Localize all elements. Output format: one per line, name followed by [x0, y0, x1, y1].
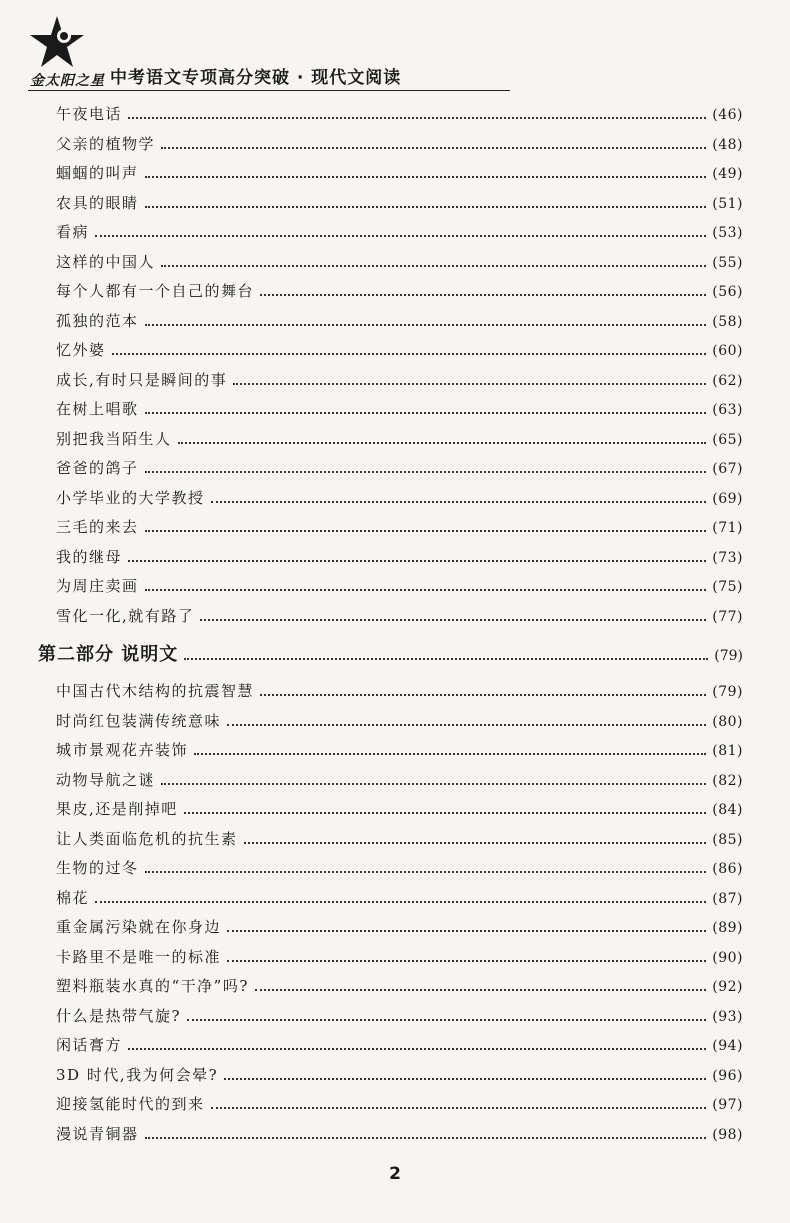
entry-title: 中国古代木结构的抗震智慧: [56, 682, 255, 700]
entry-page: (92): [712, 979, 743, 995]
entry-page: (67): [712, 461, 743, 477]
entry-title: 父亲的植物学: [56, 134, 156, 153]
dot-leader: [184, 658, 708, 660]
toc-entry[interactable]: [38, 103, 743, 133]
toc-entry[interactable]: [38, 221, 743, 251]
entry-page: (62): [712, 372, 743, 389]
toc-entry[interactable]: [38, 857, 743, 887]
entry-page: (71): [712, 520, 743, 536]
entry-title: 动物导航之谜: [56, 770, 156, 789]
toc-entry[interactable]: [38, 946, 743, 976]
page-header: [0, 0, 790, 100]
entry-page: (94): [712, 1038, 743, 1054]
toc-entry[interactable]: [38, 1123, 743, 1153]
entry-page: (81): [712, 743, 743, 759]
dot-leader: [161, 147, 706, 149]
book-title: 中考语文专项高分突破 · 现代文阅读: [110, 68, 402, 88]
entry-title: 城市景观花卉装饰: [56, 741, 189, 759]
header-divider: [28, 90, 510, 91]
dot-leader: [161, 265, 706, 267]
dot-leader: [145, 324, 707, 326]
entry-title: 生物的过冬: [56, 859, 139, 877]
toc-entry[interactable]: [38, 916, 743, 946]
entry-page: (80): [712, 713, 743, 730]
entry-title: 为周庄卖画: [56, 577, 139, 595]
star-logo-icon: [28, 14, 86, 70]
dot-leader: [184, 812, 706, 814]
entry-title: 我的继母: [56, 547, 123, 566]
dot-leader: [145, 206, 707, 208]
dot-leader: [211, 1107, 707, 1109]
dot-leader: [161, 783, 706, 785]
dot-leader: [194, 753, 706, 755]
toc-entry[interactable]: [38, 1005, 743, 1035]
entry-title: 成长,有时只是瞬间的事: [56, 370, 228, 389]
dot-leader: [145, 1137, 707, 1139]
dot-leader: [211, 501, 707, 503]
toc-entry[interactable]: [38, 280, 743, 310]
toc-entry[interactable]: [38, 487, 743, 517]
dot-leader: [233, 383, 706, 385]
dot-leader: [112, 353, 707, 355]
entry-page: (97): [712, 1097, 743, 1113]
entry-page: (79): [712, 684, 743, 700]
entry-title: 别把我当陌生人: [56, 429, 172, 448]
entry-title: 重金属污染就在你身边: [56, 918, 222, 936]
toc-entry[interactable]: [38, 1034, 743, 1064]
entry-page: (65): [712, 431, 743, 448]
entry-page: (85): [712, 831, 743, 848]
entry-page: (82): [712, 772, 743, 789]
toc-entry[interactable]: [38, 975, 743, 1005]
dot-leader: [255, 989, 706, 991]
toc-entry[interactable]: [38, 133, 743, 163]
toc-entry[interactable]: [38, 575, 743, 605]
entry-page: (75): [712, 579, 743, 595]
entry-title: 闲话膏方: [56, 1036, 123, 1054]
toc-part-2: [38, 680, 743, 1152]
dot-leader: [244, 842, 707, 844]
toc-entry[interactable]: [38, 457, 743, 487]
entry-page: (53): [712, 225, 743, 241]
page-number: 2: [389, 1164, 401, 1184]
entry-title: 在树上唱歌: [56, 400, 139, 418]
entry-page: (77): [712, 608, 743, 625]
toc-entry[interactable]: [38, 769, 743, 799]
toc-entry[interactable]: [38, 192, 743, 222]
dot-leader: [128, 560, 706, 562]
toc-entry[interactable]: [38, 162, 743, 192]
entry-title: 塑料瓶装水真的“干净”吗?: [56, 977, 249, 995]
entry-title: 忆外婆: [56, 341, 106, 359]
dot-leader: [227, 724, 706, 726]
entry-title: 漫说青铜器: [56, 1124, 139, 1143]
entry-title: 每个人都有一个自己的舞台: [56, 282, 255, 300]
entry-title: 雪化一化,就有路了: [56, 606, 195, 625]
entry-title: 孤独的范本: [56, 311, 139, 330]
toc-entry[interactable]: [38, 428, 743, 458]
dot-leader: [145, 589, 707, 591]
entry-title: 3D 时代,我为何会晕?: [56, 1065, 219, 1084]
entry-page: (89): [712, 920, 743, 936]
entry-page: (98): [712, 1126, 743, 1143]
section-title: 第二部分 说明文: [38, 644, 179, 665]
toc-entry[interactable]: [38, 680, 743, 710]
entry-title: 农具的眼睛: [56, 193, 139, 212]
dot-leader: [178, 442, 707, 444]
entry-title: 时尚红包装满传统意味: [56, 711, 222, 730]
dot-leader: [224, 1078, 706, 1080]
toc-entry[interactable]: [38, 310, 743, 340]
section-page: (79): [714, 648, 743, 664]
dot-leader: [95, 235, 706, 237]
entry-title: 卡路里不是唯一的标准: [56, 947, 222, 966]
toc-entry[interactable]: [38, 516, 743, 546]
toc-part-1: [38, 103, 743, 634]
entry-page: (73): [712, 549, 743, 566]
entry-page: (56): [712, 284, 743, 300]
entry-page: (58): [712, 313, 743, 330]
toc-entry[interactable]: [38, 251, 743, 281]
entry-page: (60): [712, 343, 743, 359]
dot-leader: [145, 412, 707, 414]
entry-page: (84): [712, 802, 743, 818]
toc-entry[interactable]: [38, 828, 743, 858]
dot-leader: [260, 294, 706, 296]
section-heading[interactable]: [38, 634, 743, 680]
dot-leader: [227, 930, 706, 932]
brand-name: 金太阳之星: [30, 73, 105, 89]
dot-leader: [187, 1019, 706, 1021]
entry-title: 爸爸的鸽子: [56, 459, 139, 477]
entry-title: 午夜电话: [56, 105, 123, 123]
toc-entry[interactable]: [38, 605, 743, 635]
dot-leader: [95, 901, 706, 903]
entry-title: 棉花: [56, 888, 90, 907]
dot-leader: [145, 176, 707, 178]
entry-page: (96): [712, 1067, 743, 1084]
entry-page: (63): [712, 402, 743, 418]
entry-page: (51): [712, 195, 743, 212]
dot-leader: [227, 960, 706, 962]
entry-page: (69): [712, 490, 743, 507]
table-of-contents: [38, 103, 743, 1152]
dot-leader: [260, 694, 706, 696]
entry-title: 蝈蝈的叫声: [56, 164, 139, 182]
dot-leader: [128, 117, 706, 119]
entry-page: (49): [712, 166, 743, 182]
entry-title: 什么是热带气旋?: [56, 1006, 182, 1025]
toc-entry[interactable]: [38, 546, 743, 576]
dot-leader: [145, 471, 707, 473]
entry-title: 看病: [56, 223, 90, 241]
entry-page: (93): [712, 1008, 743, 1025]
entry-title: 果皮,还是削掉吧: [56, 800, 178, 818]
toc-entry[interactable]: [38, 1064, 743, 1094]
dot-leader: [145, 530, 707, 532]
entry-title: 让人类面临危机的抗生素: [56, 829, 238, 848]
entry-page: (86): [712, 861, 743, 877]
toc-entry[interactable]: [38, 369, 743, 399]
entry-page: (87): [712, 890, 743, 907]
toc-entry[interactable]: [38, 398, 743, 428]
entry-page: (90): [712, 949, 743, 966]
dot-leader: [145, 871, 707, 873]
toc-entry[interactable]: [38, 739, 743, 769]
entry-title: 三毛的来去: [56, 518, 139, 536]
entry-title: 小学毕业的大学教授: [56, 488, 205, 507]
dot-leader: [200, 619, 706, 621]
toc-entry[interactable]: [38, 798, 743, 828]
dot-leader: [128, 1048, 706, 1050]
toc-entry[interactable]: [38, 1093, 743, 1123]
entry-page: (46): [712, 107, 743, 123]
entry-page: (55): [712, 254, 743, 271]
toc-entry[interactable]: [38, 887, 743, 917]
entry-title: 这样的中国人: [56, 252, 156, 271]
entry-page: (48): [712, 136, 743, 153]
entry-title: 迎接氢能时代的到来: [56, 1095, 205, 1113]
toc-entry[interactable]: [38, 339, 743, 369]
toc-entry[interactable]: [38, 710, 743, 740]
